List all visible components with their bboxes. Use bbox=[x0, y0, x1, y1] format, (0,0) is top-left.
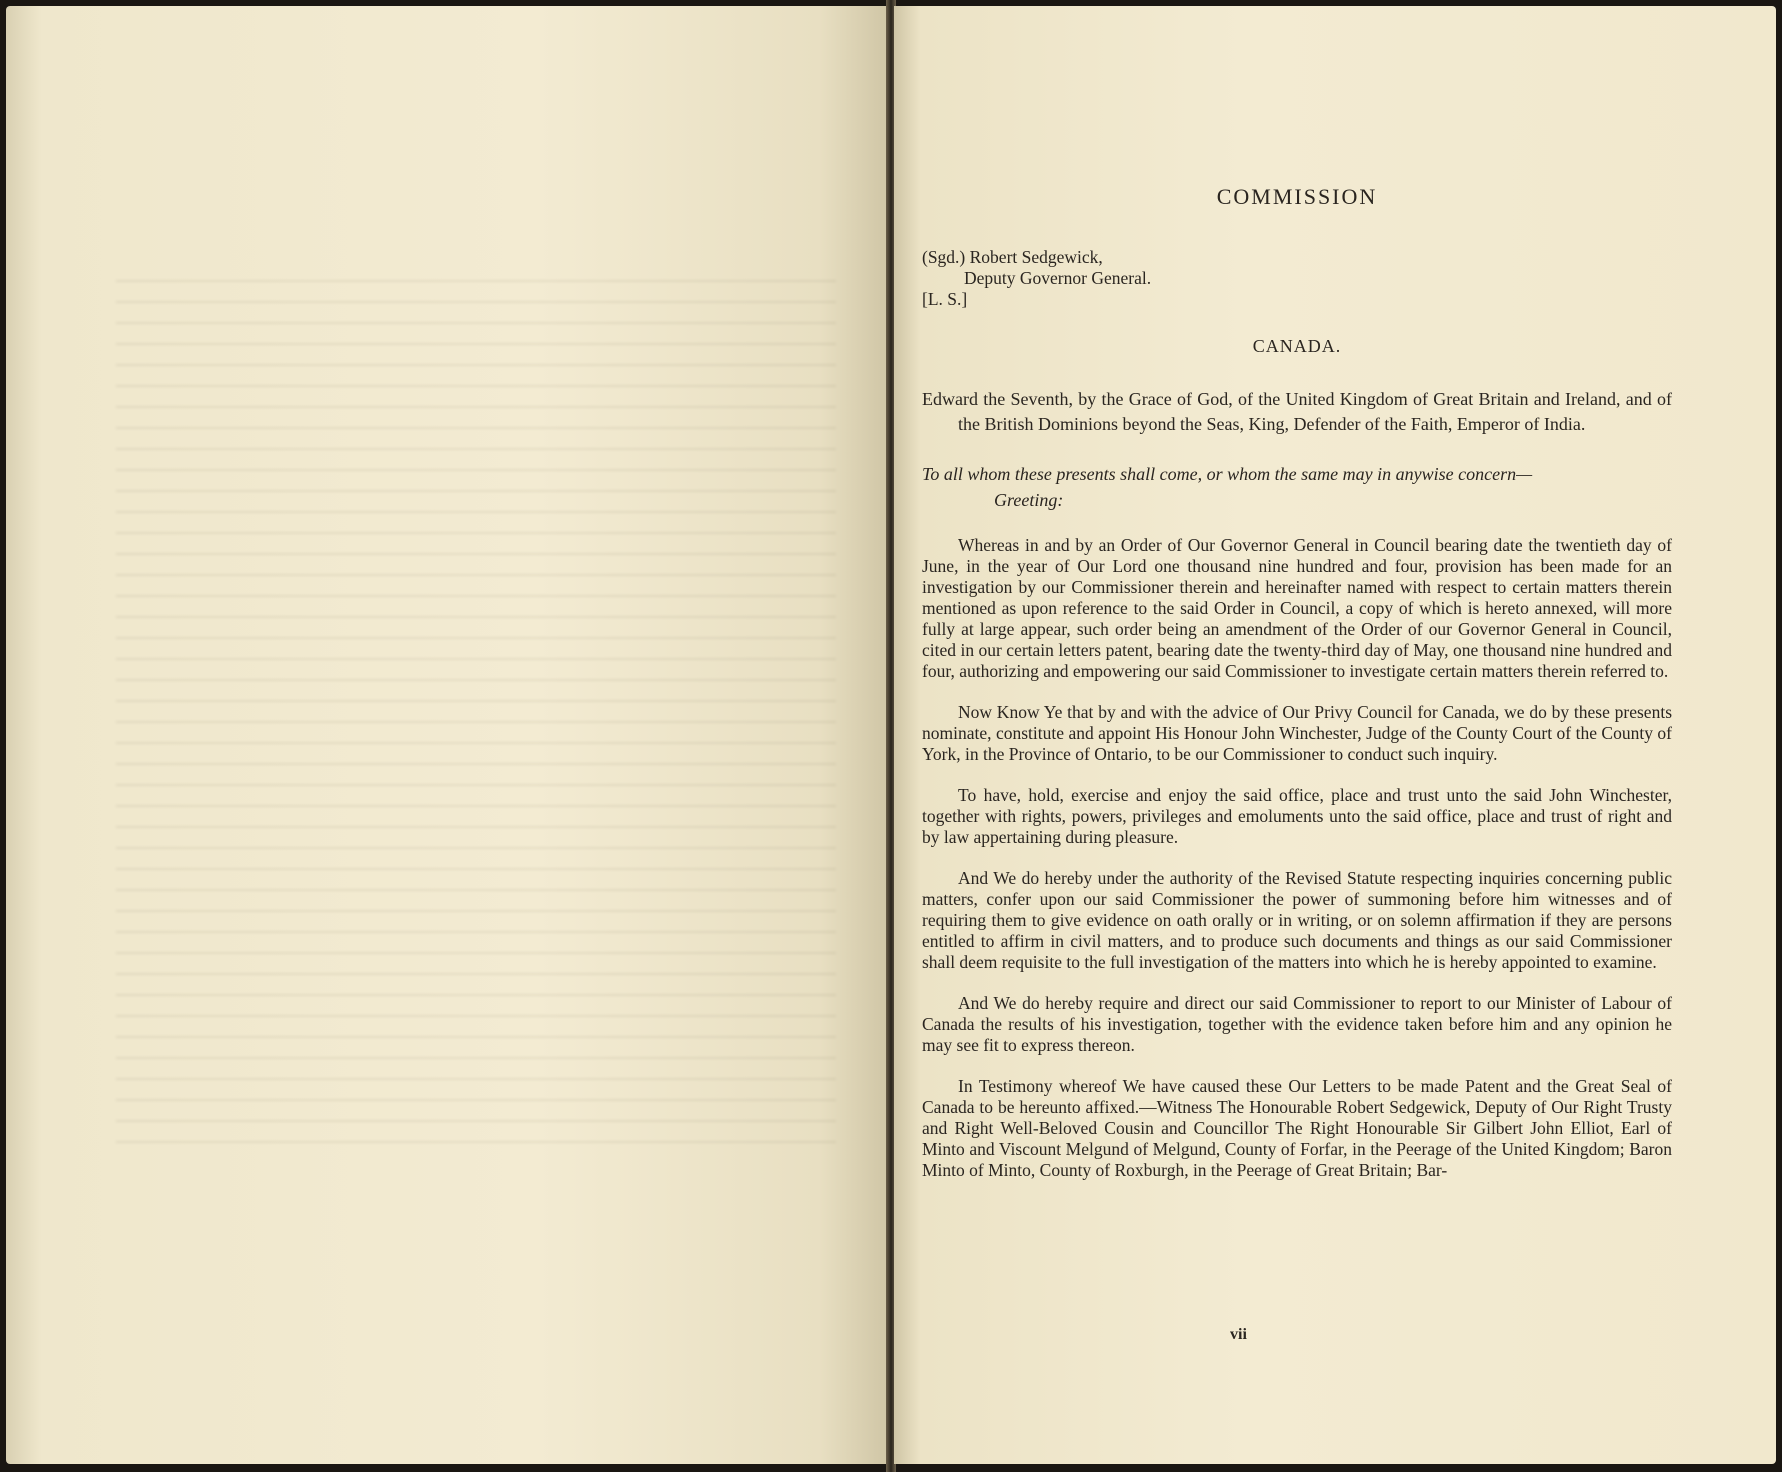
signature-office: Deputy Governor General. bbox=[964, 268, 1152, 288]
paragraph-powers: And We do hereby under the authority of the Revised Statute respecting inquiries concerning public matters, confer upon our said Commissioner the power of summoning before him witnesses and of requiring them to give evidence on oath orally or in writing, or on solemn affirmation if they are persons entitled to affirm in civil matters, and to produce such documents and things as our said Commissioner shall deem requisite to the full investigation of the matters into which he is hereby appointed to examine. bbox=[922, 868, 1672, 972]
greeting-address: To all whom these presents shall come, or whom the same may in anywise concern— bbox=[922, 464, 1533, 484]
paragraph-now-know-ye: Now Know Ye that by and with the advice of Our Privy Council for Canada, we do by these presents nominate, constitute and appoint His Honour John Winchester, Judge of the County Court of the County of York, in the Province of Ontario, to be our Commissioner to conduct such inquiry. bbox=[922, 702, 1672, 764]
signature-block bbox=[922, 247, 1672, 310]
document-title: COMMISSION bbox=[1216, 184, 1378, 209]
show-through-text bbox=[116, 266, 836, 1146]
signature-name: (Sgd.) Robert Sedgewick, bbox=[922, 247, 1103, 267]
royal-style: Edward the Seventh, by the Grace of God, of the United Kingdom of Great Britain and Ireland, and of the British Dominions beyond the Seas, King, Defender of the Faith, Emperor of India. bbox=[922, 389, 1672, 434]
paragraph-to-have: To have, hold, exercise and enjoy the said office, place and trust unto the said John Winchester, together with rights, powers, privileges and emoluments unto the said office, place and trust of right and by law appertaining during pleasure. bbox=[922, 785, 1672, 847]
paragraph-testimony: In Testimony whereof We have caused these Our Letters to be made Patent and the Great Seal of Canada to be hereunto affixed.—Witness The Honourable Robert Sedgewick, Deputy of Our Right Trusty and Right Well-Beloved Cousin and Councillor The Right Honourable Sir Gilbert John Elliot, Earl of Minto and Viscount Melgund of Melgund, County of Forfar, in the Peerage of the United Kingdom; Baron Minto of Minto, County of Roxburgh, in the Peerage of Great Britain; Bar- bbox=[922, 1076, 1672, 1180]
seal-mark: [L. S.] bbox=[922, 289, 968, 309]
greeting-word: Greeting: bbox=[994, 490, 1064, 510]
paragraph-report: And We do hereby require and direct our said Commissioner to report to our Minister of Labour of Canada the results of his investigation, together with the evidence taken before him and any opinion he may see fit to express thereon. bbox=[922, 993, 1672, 1055]
page-number: vii bbox=[1230, 1326, 1247, 1343]
paragraph-whereas: Whereas in and by an Order of Our Governor General in Council bearing date the twentieth day of June, in the year of Our Lord one thousand nine hundred and four, provision has been made for an investigation by our Commissioner therein and hereinafter named with respect to certain matters therein mentioned as upon reference to the said Order in Council, a copy of which is hereto annexed, will more fully at large appear, such order being an amendment of the Order of our Governor General in Council, cited in our certain letters patent, bearing date the twenty-third day of May, one thousand nine hundred and four, authorizing and empowering our said Commissioner to investigate certain matters therein referred to. bbox=[922, 535, 1672, 681]
left-page bbox=[6, 6, 890, 1464]
greeting bbox=[922, 461, 1672, 513]
commission-text bbox=[922, 150, 1672, 1201]
place-heading: CANADA. bbox=[1252, 336, 1342, 356]
